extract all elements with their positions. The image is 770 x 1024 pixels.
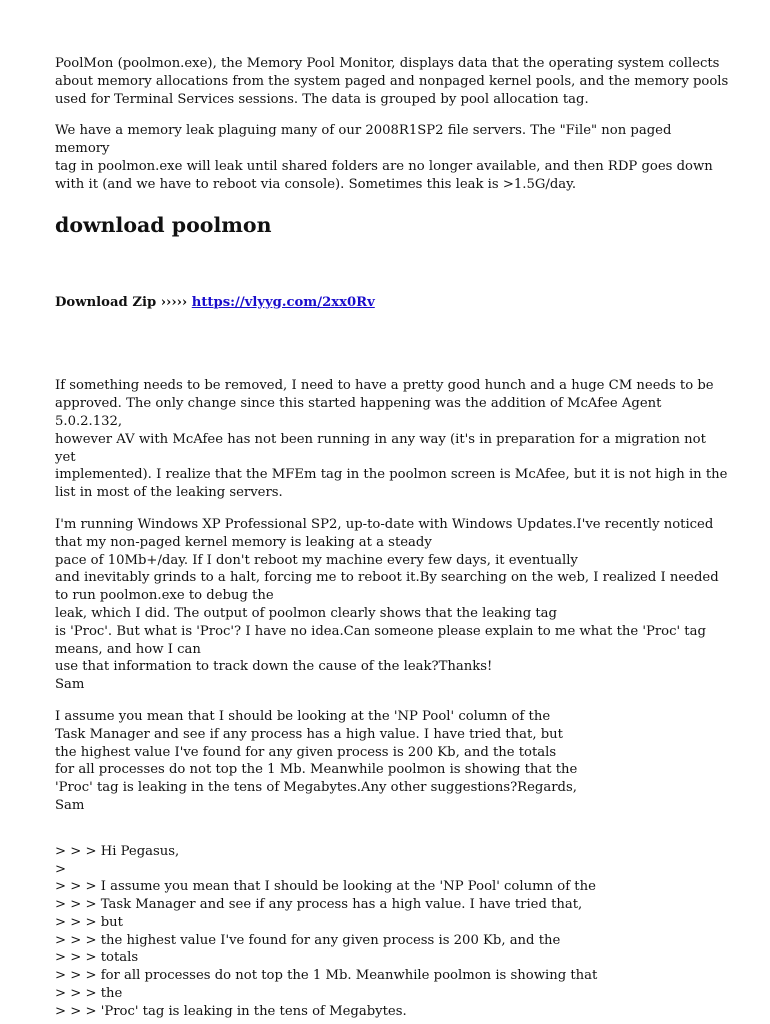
page-heading: download poolmon xyxy=(55,212,272,237)
download-line xyxy=(55,294,730,312)
quoted-reply: > > > Hi Pegasus, > > > > I assume you mean that I should be looking at the 'NP Pool' column of the > > > Task Manager and see if any process has a high value. I have tried that, > > > but > > > the highest value I've found for any given process is 200 Kb, and the > > > totals > > > for all processes do not top the 1 Mb. Meanwhile poolmon is showing that > > > the > > > 'Proc' tag is leaking in the tens of Megabytes. xyxy=(55,843,598,1019)
intro-paragraph: PoolMon (poolmon.exe), the Memory Pool Monitor, displays data that the operating system collects about memory allocations from the system paged and nonpaged kernel pools, and the memory pools used for Terminal Services sessions. The data is grouped by pool allocation tag. xyxy=(55,56,729,107)
xp-question-paragraph: I'm running Windows XP Professional SP2, up-to-date with Windows Updates.I've recently noticed that my non-paged kernel memory is leaking at a steady pace of 10Mb+/day. If I don't reboot my machine every few days, it eventually and inevitably grinds to a halt, forcing me to reboot it.By searching on the web, I realized I needed to run poolmon.exe to debug the leak, which I did. The output of poolmon clearly shows that the leaking tag is 'Proc'. But what is 'Proc'? I have no idea.Can someone please explain to me what the 'Proc' tag means, and how I can use that information to track down the cause of the leak?Thanks! Sam xyxy=(55,516,719,693)
download-link[interactable]: https://vlyyg.com/2xx0Rv xyxy=(191,294,375,310)
spacer xyxy=(55,311,730,377)
removal-paragraph: If something needs to be removed, I need to have a pretty good hunch and a huge CM needs to be approved. The only change since this started happening was the addition of McAfee Agent 5.0.2.132, however AV with McAfee has not been running in any way (it's in preparation for a migration not yet implemented). I realize that the MFEm tag in the poolmon screen is McAfee, but it is not high in the list in most of the leaking servers. xyxy=(55,378,728,501)
assume-paragraph: I assume you mean that I should be looking at the 'NP Pool' column of the Task Manager and see if any process has a high value. I have tried that, but the highest value I've found for any given process is 200 Kb, and the totals for all processes do not top the 1 Mb. Meanwhile poolmon is showing that the 'Proc' tag is leaking in the tens of Megabytes.Any other suggestions?Regards, Sam xyxy=(55,708,578,813)
download-label: Download Zip ››››› xyxy=(55,294,188,310)
leak-paragraph: We have a memory leak plaguing many of our 2008R1SP2 file servers. The "File" non paged memory tag in poolmon.exe will leak until shared folders are no longer available, and then RDP goes down with it (and we have to reboot via console). Sometimes this leak is >1.5G/day. xyxy=(55,123,713,192)
